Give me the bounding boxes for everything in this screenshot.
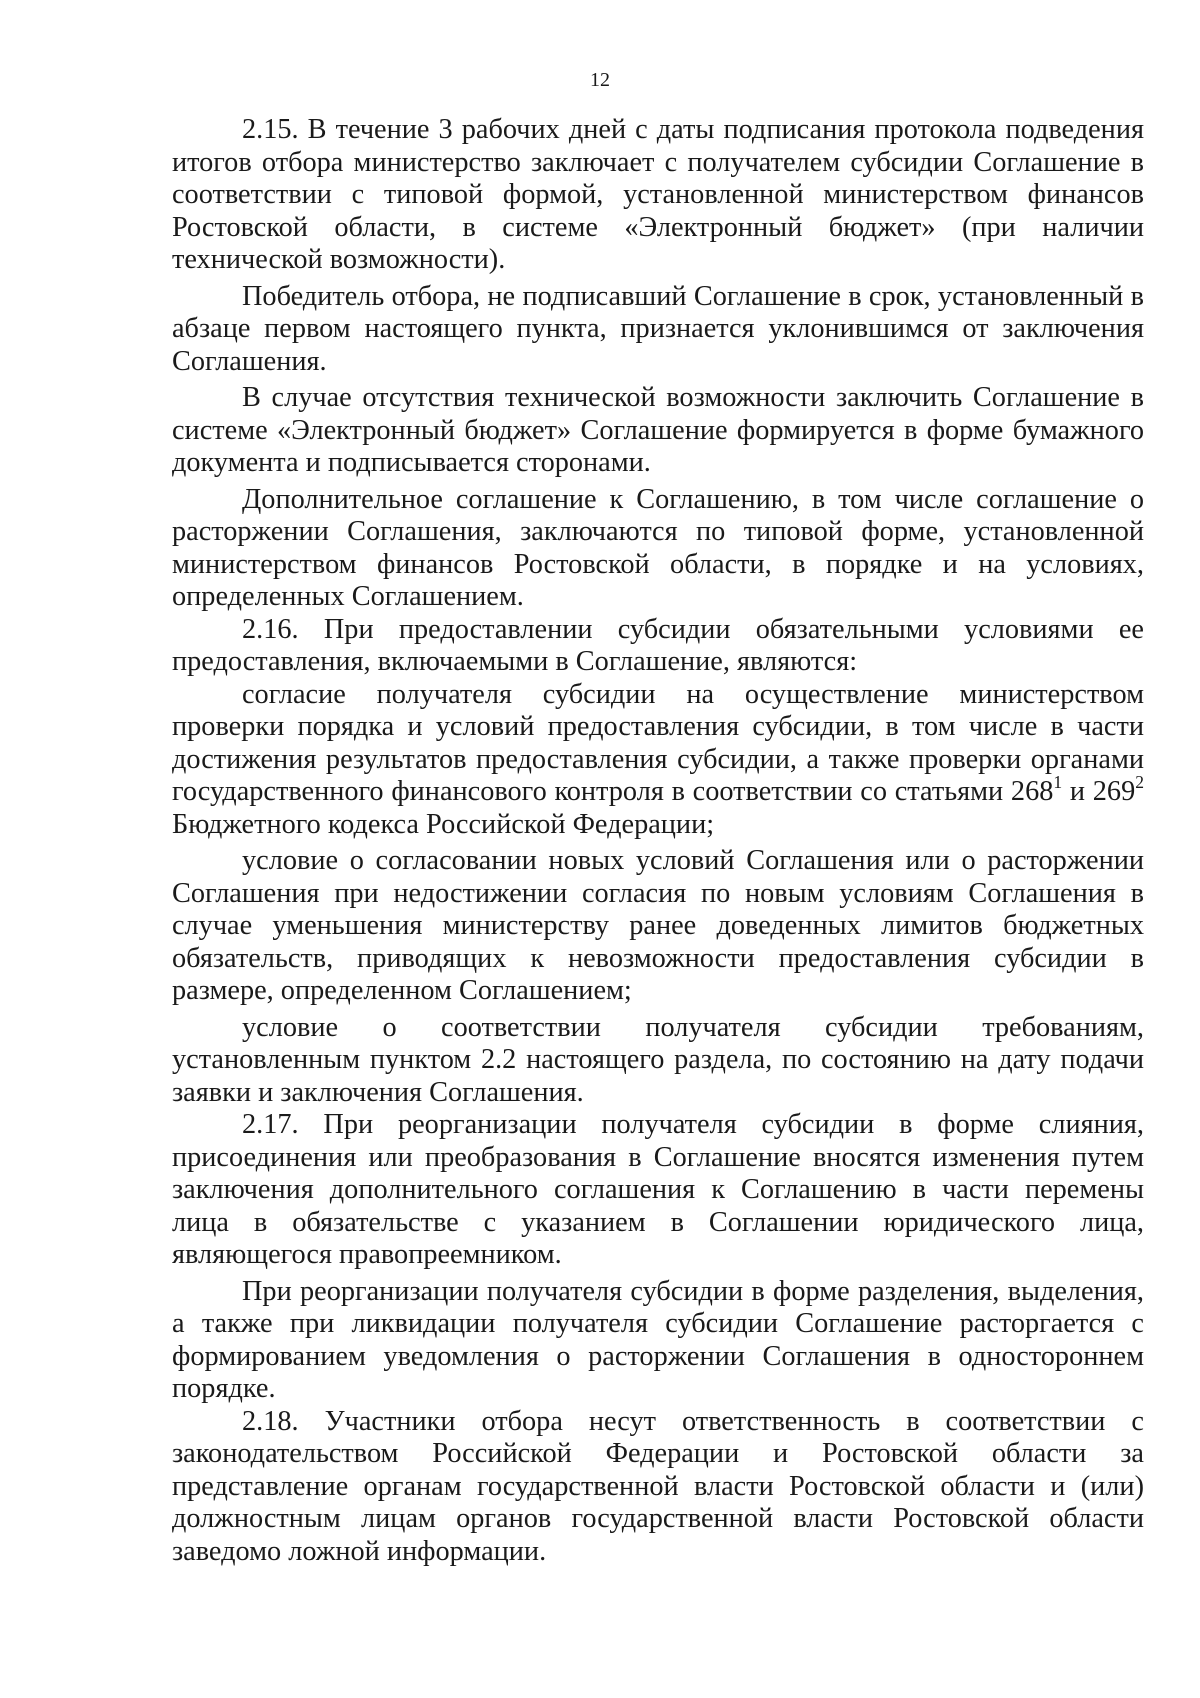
- paragraph-new-conditions: условие о согласовании новых условий Соглашения или о расторжении Соглашения при недостижении согласия по новым условиям Соглашения в случае уменьшения министерству ранее доведенных лимитов бюджетных обязательств, приводящих к невозможности предоставления субсидии в размере, определенном Соглашением;: [172, 845, 1144, 1006]
- paragraph-2-15: 2.15. В течение 3 рабочих дней с даты подписания протокола подведения итогов отбора министерство заключает с получателем субсидии Соглашение в соответствии с типовой формой, установленной министерством финансов Ростовской области, в системе «Электронный бюджет» (при наличии технической возможности).: [172, 114, 1144, 275]
- paragraph-reorganization-division: При реорганизации получателя субсидии в форме разделения, выделения, а также при ликвидации получателя субсидии Соглашение расторгается с формированием уведомления о расторжении Соглашения в одностороннем порядке.: [172, 1275, 1144, 1404]
- paragraph-winner-not-signed: Победитель отбора, не подписавший Соглашение в срок, установленный в абзаце первом настоящего пункта, признается уклонившимся от заключения Соглашения.: [172, 280, 1144, 377]
- document-body: [172, 110, 1144, 1568]
- paragraph-consent-of-recipient: [172, 679, 1144, 842]
- paragraph-2-17: 2.17. При реорганизации получателя субсидии в форме слияния, присоединения или преобразования в Соглашение вносятся изменения путем заключения дополнительного соглашения к Соглашению в части перемены лица в обязательстве с указанием в Соглашении юридического лица, являющегося правопреемником.: [172, 1109, 1144, 1270]
- paragraph-no-technical-possibility: В случае отсутствия технической возможности заключить Соглашение в системе «Электронный бюджет» Соглашение формируется в форме бумажного документа и подписывается сторонами.: [172, 382, 1144, 478]
- article-268-superscript: 1: [1053, 771, 1063, 792]
- paragraph-2-16: 2.16. При предоставлении субсидии обязательными условиями ее предоставления, включаемыми в Соглашение, являются:: [172, 613, 1144, 677]
- paragraph-2-18: 2.18. Участники отбора несут ответственность в соответствии с законодательством Российской Федерации и Ростовской области за представление органам государственной власти Ростовской области и (или) должностным лицам органов государственной власти Ростовской области заведомо ложной информации.: [172, 1405, 1144, 1567]
- consent-text-middle: и 269: [1062, 776, 1136, 807]
- paragraph-recipient-compliance: условие о соответствии получателя субсидии требованиям, установленным пунктом 2.2 настоящего раздела, по состоянию на дату подачи заявки и заключения Соглашения.: [172, 1011, 1144, 1108]
- paragraph-additional-agreement: Дополнительное соглашение к Соглашению, в том числе соглашение о расторжении Соглашения, заключаются по типовой форме, установленной министерством финансов Ростовской области, в порядке и на условиях, определенных Соглашением.: [172, 483, 1144, 612]
- page-number: 12: [590, 69, 610, 91]
- article-269-superscript: 2: [1135, 771, 1144, 792]
- consent-text-before: согласие получателя субсидии на осуществление министерством проверки порядка и условий предоставления субсидии, в том числе в части достижения результатов предоставления субсидии, а также проверки органами государственного финансового контроля в соответствии со статьями 268: [172, 678, 1144, 807]
- consent-text-after: Бюджетного кодекса Российской Федерации;: [172, 808, 715, 840]
